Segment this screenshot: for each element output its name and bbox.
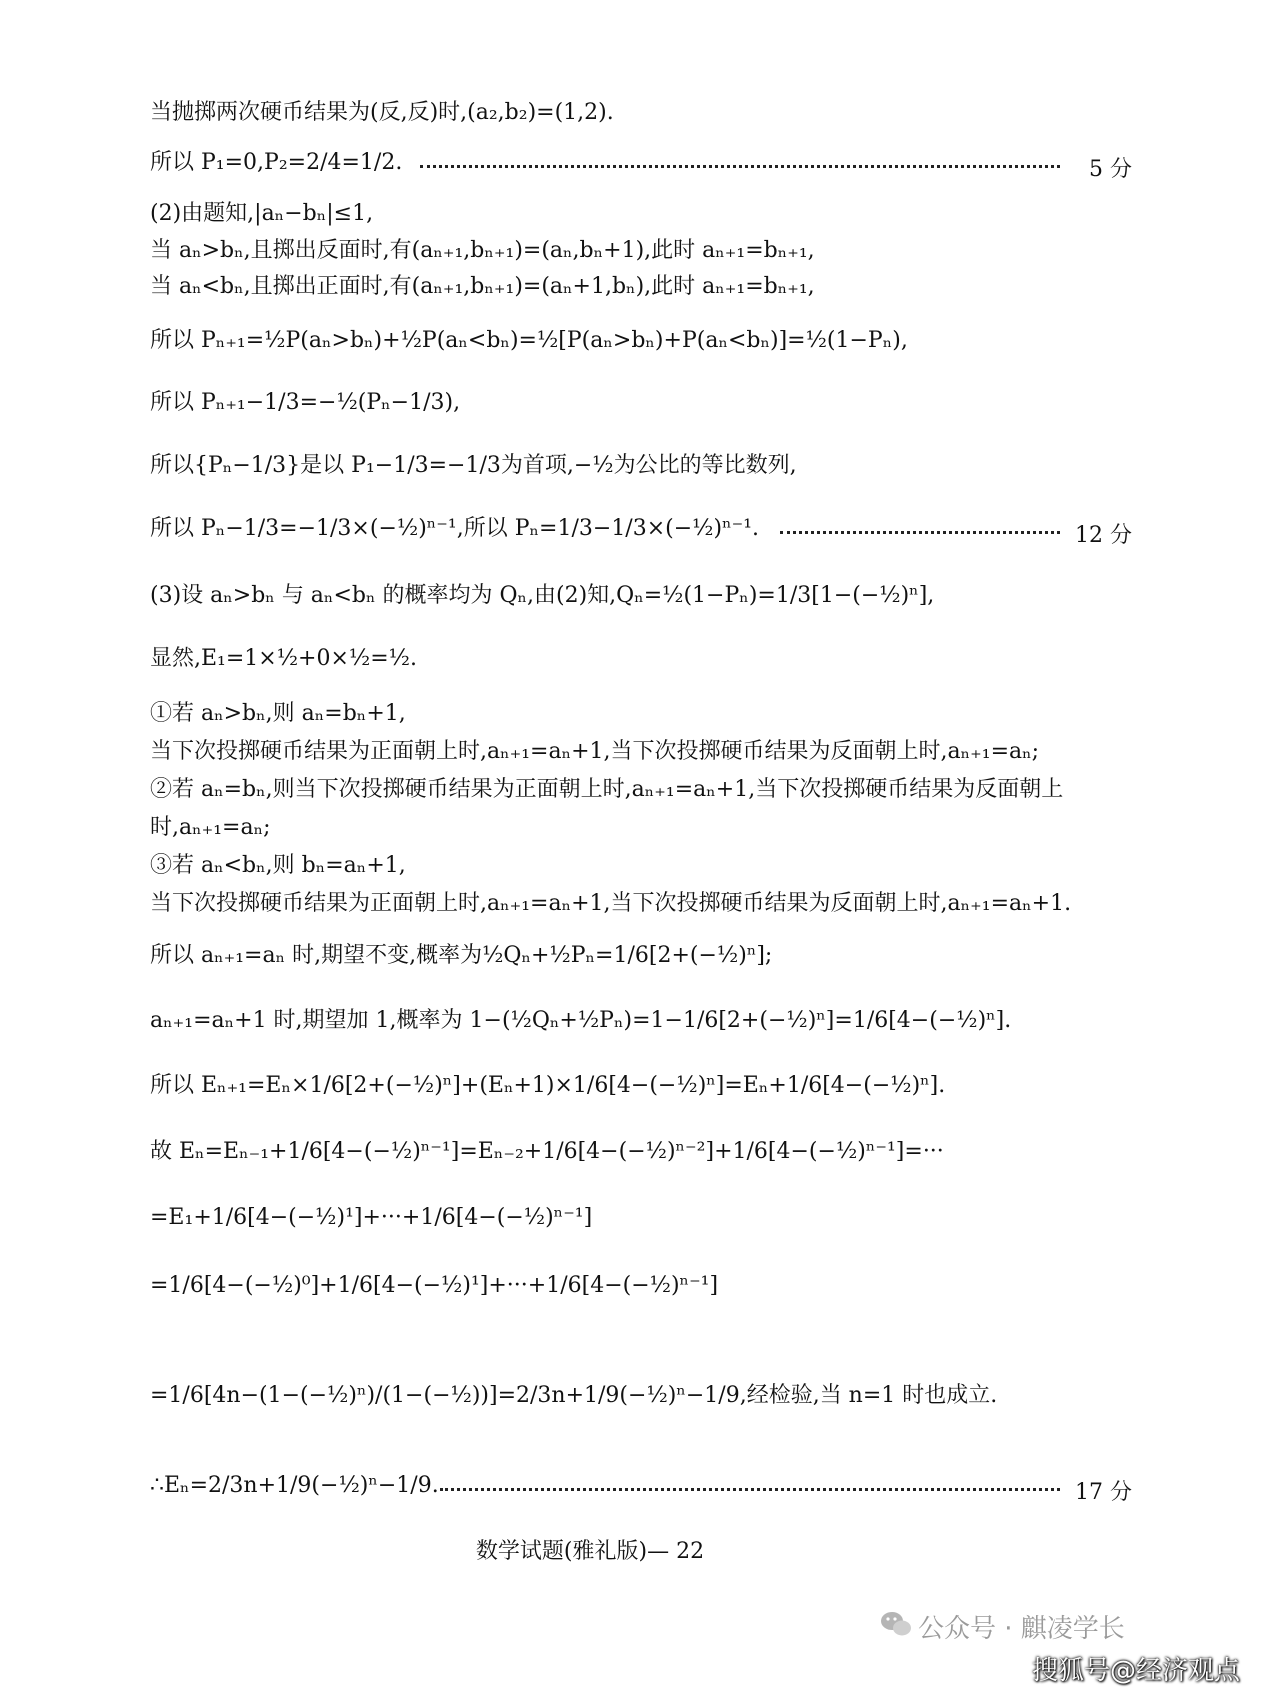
text-line-25: ∴Eₙ=2/3n+1/9(−½)ⁿ−1/9. bbox=[150, 1473, 439, 1498]
leader-dots bbox=[440, 1488, 1060, 1491]
wechat-icon bbox=[880, 1610, 912, 1638]
text-line-21: 故 Eₙ=Eₙ₋₁+1/6[4−(−½)ⁿ⁻¹]=Eₙ₋₂+1/6[4−(−½)ⁿ⁻²]+1/6[4−(−½)ⁿ⁻¹]=··· bbox=[150, 1139, 944, 1164]
text-line-2: 所以 P₁=0,P₂=2/4=1/2. bbox=[150, 150, 403, 175]
text-line-23: =1/6[4−(−½)⁰]+1/6[4−(−½)¹]+···+1/6[4−(−½)ⁿ⁻¹] bbox=[150, 1273, 719, 1298]
text-line-16: ③若 aₙ<bₙ,则 bₙ=aₙ+1, bbox=[150, 853, 406, 878]
text-line-17: 当下次投掷硬币结果为正面朝上时,aₙ₊₁=aₙ+1,当下次投掷硬币结果为反面朝上时,aₙ₊₁=aₙ+1. bbox=[150, 891, 1072, 916]
text-line-6: 所以 Pₙ₊₁=½P(aₙ>bₙ)+½P(aₙ<bₙ)=½[P(aₙ>bₙ)+P(aₙ<bₙ)]=½(1−Pₙ), bbox=[150, 328, 908, 353]
text-line-18: 所以 aₙ₊₁=aₙ 时,期望不变,概率为½Qₙ+½Pₙ=1/6[2+(−½)ⁿ]; bbox=[150, 943, 773, 968]
text-line-5: 当 aₙ<bₙ,且掷出正面时,有(aₙ₊₁,bₙ₊₁)=(aₙ+1,bₙ),此时 aₙ₊₁=bₙ₊₁, bbox=[150, 274, 815, 299]
text-line-24: =1/6[4n−(1−(−½)ⁿ)/(1−(−½))]=2/3n+1/9(−½)ⁿ−1/9,经检验,当 n=1 时也成立. bbox=[150, 1383, 998, 1408]
text-line-8: 所以{Pₙ−1/3}是以 P₁−1/3=−1/3为首项,−½为公比的等比数列, bbox=[150, 453, 797, 478]
leader-dots bbox=[420, 165, 1060, 168]
text-line-10: (3)设 aₙ>bₙ 与 aₙ<bₙ 的概率均为 Qₙ,由(2)知,Qₙ=½(1−Pₙ)=1/3[1−(−½)ⁿ], bbox=[150, 583, 935, 608]
leader-dots bbox=[780, 531, 1060, 534]
text-line-11: 显然,E₁=1×½+0×½=½. bbox=[150, 646, 417, 671]
text-line-14: ②若 aₙ=bₙ,则当下次投掷硬币结果为正面朝上时,aₙ₊₁=aₙ+1,当下次投掷硬币结果为反面朝上 bbox=[150, 777, 1064, 802]
text-line-13: 当下次投掷硬币结果为正面朝上时,aₙ₊₁=aₙ+1,当下次投掷硬币结果为反面朝上时,aₙ₊₁=aₙ; bbox=[150, 739, 1040, 764]
text-line-19: aₙ₊₁=aₙ+1 时,期望加 1,概率为 1−(½Qₙ+½Pₙ)=1−1/6[2+(−½)ⁿ]=1/6[4−(−½)ⁿ]. bbox=[150, 1008, 1012, 1033]
text-line-7: 所以 Pₙ₊₁−1/3=−½(Pₙ−1/3), bbox=[150, 390, 461, 415]
text-line-9: 所以 Pₙ−1/3=−1/3×(−½)ⁿ⁻¹,所以 Pₙ=1/3−1/3×(−½)ⁿ⁻¹. bbox=[150, 516, 760, 541]
text-line-20: 所以 Eₙ₊₁=Eₙ×1/6[2+(−½)ⁿ]+(Eₙ+1)×1/6[4−(−½)ⁿ]=Eₙ+1/6[4−(−½)ⁿ]. bbox=[150, 1073, 946, 1098]
text-line-1: 当抛掷两次硬币结果为(反,反)时,(a₂,b₂)=(1,2). bbox=[150, 100, 614, 125]
text-line-3: (2)由题知,|aₙ−bₙ|≤1, bbox=[150, 201, 374, 226]
score-mark-3: 17 分 bbox=[1075, 1480, 1132, 1505]
score-mark-1: 5 分 bbox=[1089, 157, 1132, 182]
page-footer: 数学试题(雅礼版)— 22 bbox=[475, 1539, 705, 1564]
text-line-22: =E₁+1/6[4−(−½)¹]+···+1/6[4−(−½)ⁿ⁻¹] bbox=[150, 1205, 593, 1230]
score-mark-2: 12 分 bbox=[1075, 523, 1132, 548]
text-line-4: 当 aₙ>bₙ,且掷出反面时,有(aₙ₊₁,bₙ₊₁)=(aₙ,bₙ+1),此时 aₙ₊₁=bₙ₊₁, bbox=[150, 238, 815, 263]
text-line-12: ①若 aₙ>bₙ,则 aₙ=bₙ+1, bbox=[150, 701, 406, 726]
watermark-sohu: 搜狐号@经济观点 bbox=[1031, 1656, 1240, 1686]
watermark-wechat: 公众号 · 麒凌学长 bbox=[918, 1614, 1125, 1644]
text-line-15: 时,aₙ₊₁=aₙ; bbox=[150, 815, 271, 840]
